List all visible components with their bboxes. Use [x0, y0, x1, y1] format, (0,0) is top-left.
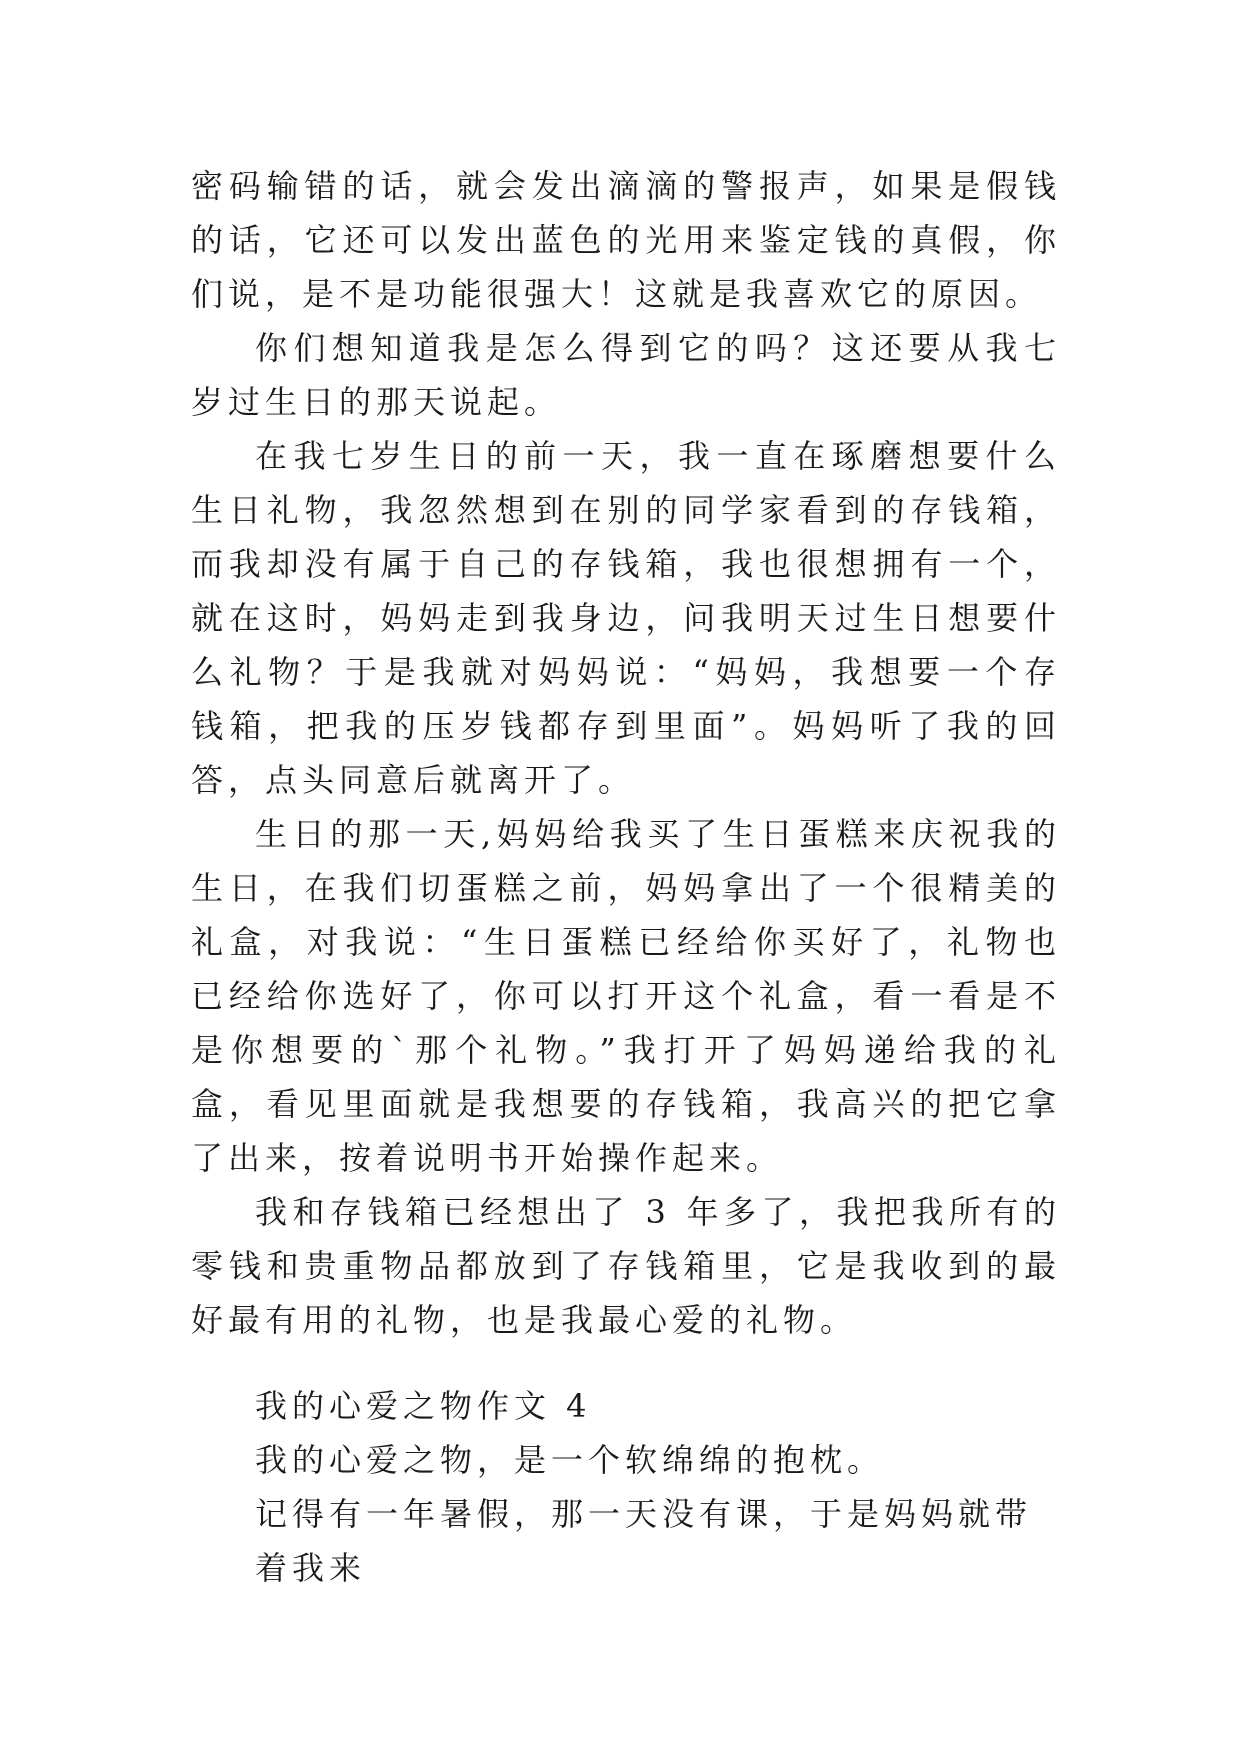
essay-body	[191, 159, 1061, 1347]
paragraph: 你们想知道我是怎么得到它的吗？这还要从我七岁过生日的那天说起。	[191, 329, 1061, 421]
paragraph: 我和存钱箱已经想出了 3 年多了，我把我所有的零钱和贵重物品都放到了存钱箱里，它是我收到的最好最有用的礼物，也是我最心爱的礼物。	[191, 1193, 1061, 1339]
paragraph-continuation: 密码输错的话，就会发出滴滴的警报声，如果是假钱的话，它还可以发出蓝色的光用来鉴定钱的真假，你们说，是不是功能很强大！这就是我喜欢它的原因。	[191, 167, 1061, 313]
section-heading: 我的心爱之物作文 4	[255, 1387, 592, 1425]
section-line: 记得有一年暑假，那一天没有课，于是妈妈就带着我来	[255, 1495, 1033, 1587]
section-line: 我的心爱之物，是一个软绵绵的抱枕。	[255, 1441, 885, 1479]
paragraph: 在我七岁生日的前一天，我一直在琢磨想要什么生日礼物，我忽然想到在别的同学家看到的存钱箱，而我却没有属于自己的存钱箱，我也很想拥有一个，就在这时，妈妈走到我身边，问我明天过生日想要什么礼物？于是我就对妈妈说：“妈妈，我想要一个存钱箱，把我的压岁钱都存到里面”。妈妈听了我的回答，点头同意后就离开了。	[191, 437, 1061, 799]
essay-section	[191, 1379, 1061, 1595]
paragraph: 生日的那一天,妈妈给我买了生日蛋糕来庆祝我的生日，在我们切蛋糕之前，妈妈拿出了一个很精美的礼盒，对我说：“生日蛋糕已经给你买好了，礼物也已经给你选好了，你可以打开这个礼盒，看一看是不是你想要的`那个礼物。”我打开了妈妈递给我的礼盒，看见里面就是我想要的存钱箱，我高兴的把它拿了出来，按着说明书开始操作起来。	[191, 815, 1061, 1177]
